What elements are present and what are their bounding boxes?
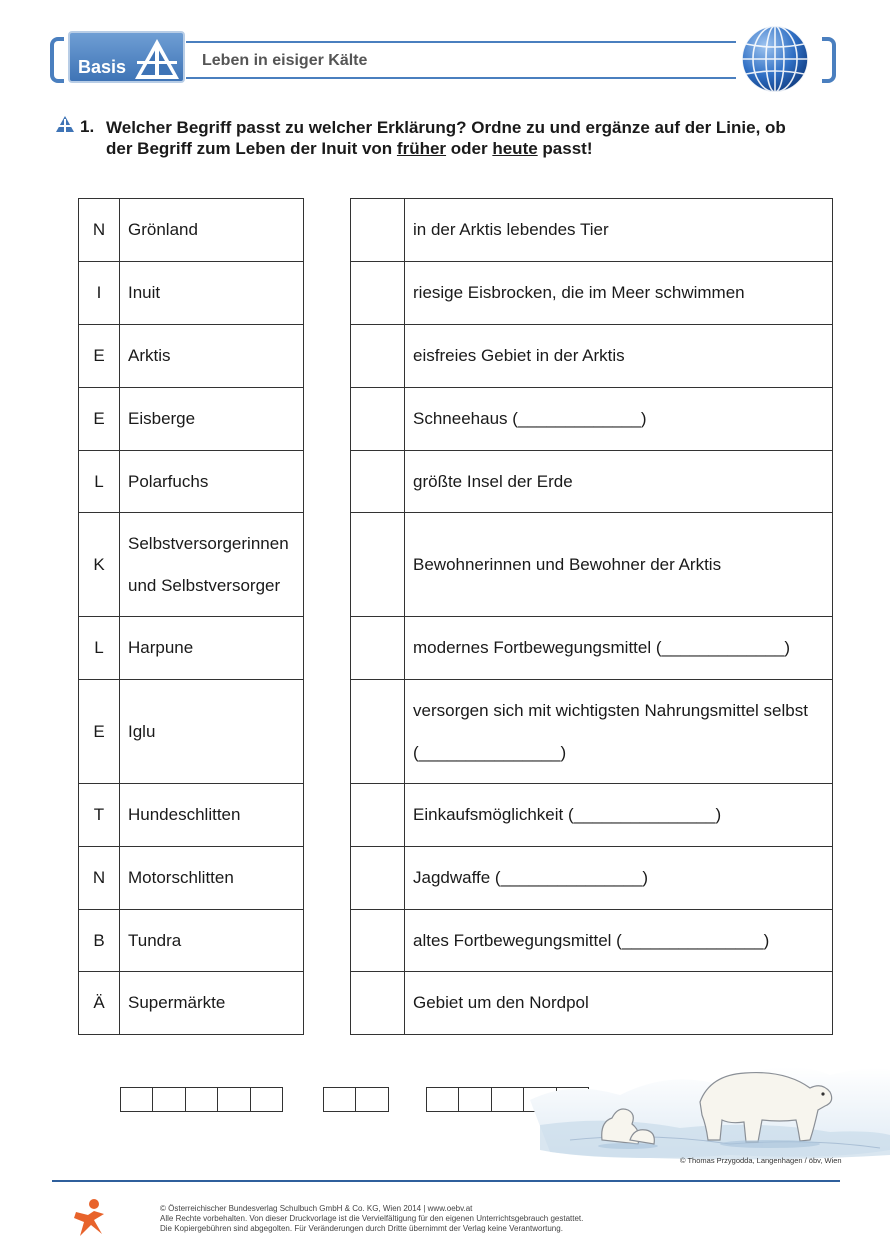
table-row xyxy=(351,262,833,325)
table-row xyxy=(79,262,304,325)
term-label: Eisberge xyxy=(120,388,304,451)
table-row xyxy=(351,451,833,513)
term-label: Arktis xyxy=(120,325,304,388)
footer-line-2: Alle Rechte vorbehalten. Von dieser Druckvorlage ist die Vervielfältigung für den eigenen Unterrichtsgebrauch gestattet. xyxy=(160,1214,584,1223)
explanation-text[interactable]: altes Fortbewegungsmittel (_______________) xyxy=(405,910,833,972)
table-row xyxy=(351,680,833,784)
table-row xyxy=(351,972,833,1035)
task-text-part3: passt! xyxy=(537,139,593,158)
term-letter: E xyxy=(79,388,120,451)
solution-box[interactable] xyxy=(185,1087,218,1112)
letter-answer-cell[interactable] xyxy=(351,388,405,451)
table-row xyxy=(79,680,304,784)
polar-bears-illustration xyxy=(530,1040,890,1165)
letter-answer-cell[interactable] xyxy=(351,784,405,847)
letter-answer-cell[interactable] xyxy=(351,617,405,680)
letter-answer-cell[interactable] xyxy=(351,847,405,910)
solution-box[interactable] xyxy=(323,1087,356,1112)
term-letter: B xyxy=(79,910,120,972)
term-label: Supermärkte xyxy=(120,972,304,1035)
solution-box[interactable] xyxy=(491,1087,524,1112)
table-row xyxy=(79,617,304,680)
table-row xyxy=(79,847,304,910)
level-triangle-icon xyxy=(133,37,181,81)
letter-answer-cell[interactable] xyxy=(351,451,405,513)
header-line-top xyxy=(186,41,736,43)
table-row xyxy=(79,784,304,847)
term-letter: I xyxy=(79,262,120,325)
solution-word-2 xyxy=(323,1087,389,1112)
explanation-text: größte Insel der Erde xyxy=(405,451,833,513)
task-word-frueher: früher xyxy=(396,139,447,158)
table-row xyxy=(351,325,833,388)
table-row xyxy=(79,199,304,262)
table-row xyxy=(79,325,304,388)
table-row xyxy=(351,388,833,451)
explanations-table xyxy=(350,198,833,1035)
explanation-text[interactable]: Jagdwaffe (_______________) xyxy=(405,847,833,910)
table-row xyxy=(351,199,833,262)
solution-box[interactable] xyxy=(355,1087,388,1112)
terms-table xyxy=(78,198,304,1035)
table-row xyxy=(351,513,833,617)
term-label: Selbstversorgerinnen und Selbstversorger xyxy=(120,513,304,617)
solution-word-1 xyxy=(120,1087,283,1112)
term-label: Tundra xyxy=(120,910,304,972)
term-label: Hundeschlitten xyxy=(120,784,304,847)
table-row xyxy=(351,784,833,847)
solution-box[interactable] xyxy=(152,1087,185,1112)
letter-answer-cell[interactable] xyxy=(351,910,405,972)
term-letter: K xyxy=(79,513,120,617)
explanation-text[interactable]: versorgen sich mit wichtigsten Nahrungsmittel selbst (_______________) xyxy=(405,680,833,784)
publisher-logo-icon xyxy=(72,1198,108,1238)
term-label: Grönland xyxy=(120,199,304,262)
letter-answer-cell[interactable] xyxy=(351,680,405,784)
task-instruction xyxy=(106,117,816,159)
task-text-part2: oder xyxy=(446,139,493,158)
solution-box[interactable] xyxy=(250,1087,283,1112)
term-label: Iglu xyxy=(120,680,304,784)
term-letter: E xyxy=(79,325,120,388)
page-title: Leben in eisiger Kälte xyxy=(202,52,368,69)
footer-line-1: © Österreichischer Bundesverlag Schulbuch GmbH & Co. KG, Wien 2014 | www.oebv.at xyxy=(160,1204,473,1213)
task-number: 1. xyxy=(80,117,95,136)
table-row xyxy=(79,388,304,451)
task-word-heute: heute xyxy=(492,139,538,158)
table-row xyxy=(79,910,304,972)
term-letter: N xyxy=(79,847,120,910)
solution-box[interactable] xyxy=(458,1087,491,1112)
letter-answer-cell[interactable] xyxy=(351,199,405,262)
task-level-icon xyxy=(55,115,75,133)
explanation-text: riesige Eisbrocken, die im Meer schwimmen xyxy=(405,262,833,325)
term-letter: E xyxy=(79,680,120,784)
letter-answer-cell[interactable] xyxy=(351,513,405,617)
footer-line-3: Die Kopiergebühren sind abgegolten. Für Veränderungen durch Dritte übernimmt der Verlag keine Verantwortung. xyxy=(160,1224,563,1233)
footer-line xyxy=(52,1180,840,1182)
basis-badge-label: Basis xyxy=(78,57,127,77)
term-letter: L xyxy=(79,451,120,513)
table-row xyxy=(351,617,833,680)
globe-icon xyxy=(740,24,810,94)
table-row xyxy=(79,972,304,1035)
explanation-text[interactable]: Einkaufsmöglichkeit (_______________) xyxy=(405,784,833,847)
explanation-text: Gebiet um den Nordpol xyxy=(405,972,833,1035)
table-row xyxy=(79,513,304,617)
letter-answer-cell[interactable] xyxy=(351,262,405,325)
term-letter: L xyxy=(79,617,120,680)
header-bracket-left xyxy=(50,37,64,83)
explanation-text[interactable]: modernes Fortbewegungsmittel (_____________) xyxy=(405,617,833,680)
table-row xyxy=(351,847,833,910)
term-letter: T xyxy=(79,784,120,847)
term-label: Polarfuchs xyxy=(120,451,304,513)
solution-box[interactable] xyxy=(120,1087,153,1112)
solution-box[interactable] xyxy=(426,1087,459,1112)
task-text-part1: Welcher Begriff passt zu welcher Erklärung? Ordne zu und ergänze auf der Linie, ob der Begriff zum Leben der Inuit von xyxy=(106,118,786,158)
solution-box[interactable] xyxy=(217,1087,250,1112)
explanation-text: Bewohnerinnen und Bewohner der Arktis xyxy=(405,513,833,617)
table-row xyxy=(79,451,304,513)
header-line-bottom xyxy=(186,77,736,79)
footer-copyright xyxy=(160,1204,583,1234)
basis-badge xyxy=(68,31,185,83)
explanation-text: eisfreies Gebiet in der Arktis xyxy=(405,325,833,388)
term-label: Inuit xyxy=(120,262,304,325)
letter-answer-cell[interactable] xyxy=(351,325,405,388)
explanation-text[interactable]: Schneehaus (_____________) xyxy=(405,388,833,451)
term-letter: N xyxy=(79,199,120,262)
table-row xyxy=(351,910,833,972)
term-label: Harpune xyxy=(120,617,304,680)
explanation-text: in der Arktis lebendes Tier xyxy=(405,199,833,262)
letter-answer-cell[interactable] xyxy=(351,972,405,1035)
image-credit: © Thomas Przygodda, Langenhagen / öbv, Wien xyxy=(680,1156,842,1165)
header-bracket-right xyxy=(822,37,836,83)
term-letter: Ä xyxy=(79,972,120,1035)
term-label: Motorschlitten xyxy=(120,847,304,910)
